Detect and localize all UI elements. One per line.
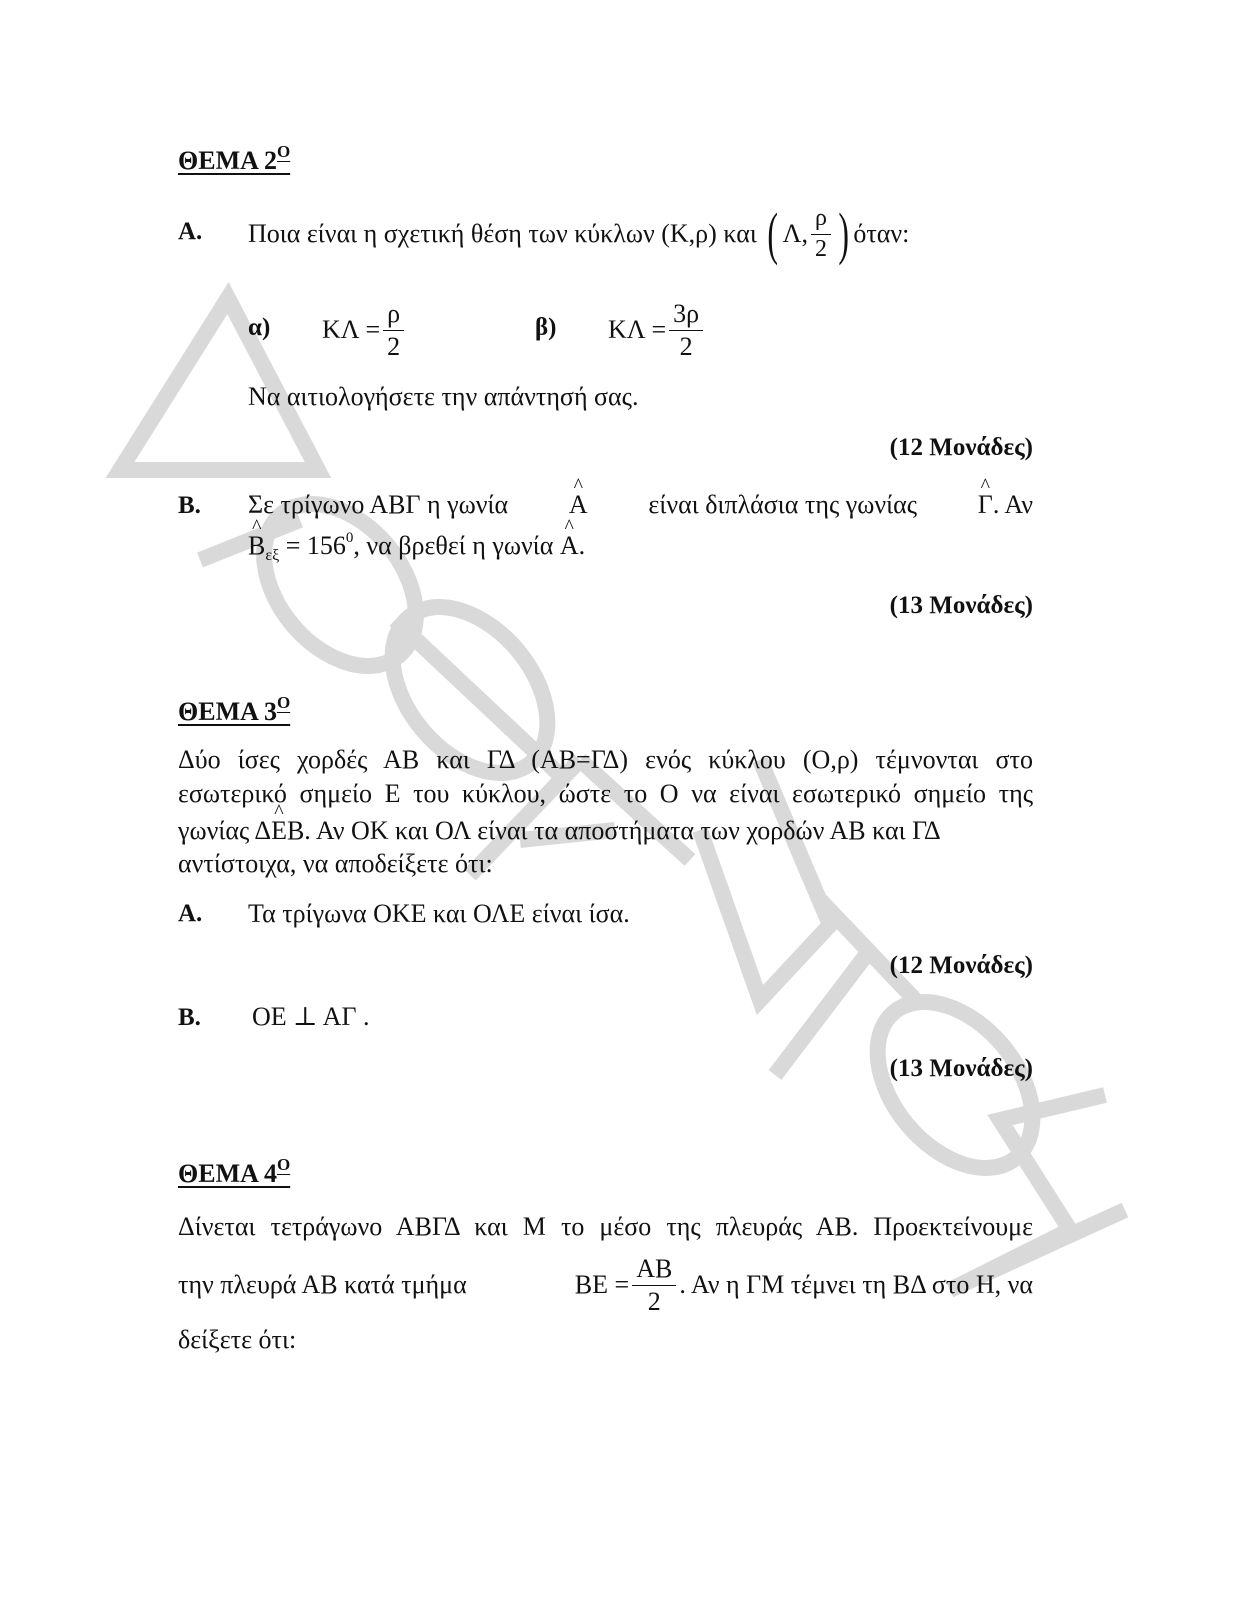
theme3-a-points: (12 Μονάδες) — [889, 952, 1033, 979]
option-a-label: α) — [248, 314, 271, 341]
theme2-a-question — [248, 198, 909, 270]
theme3-paragraph-line4: αντίστοιχα, να αποδείξετε ότι: — [178, 849, 493, 878]
theme3-paragraph-line2: εσωτερικό σημείο Ε του κύκλου, ώστε το Ο να είναι εσωτερικό σημείο της — [178, 779, 1033, 808]
theme4-equation — [575, 1255, 1033, 1315]
theme2-b-line1-part3: . Αν — [992, 490, 1033, 519]
fraction-numerator: ρ — [811, 206, 831, 234]
theme2-a-label: Α. — [178, 218, 203, 245]
angle-b-subscript: εξ — [265, 547, 280, 564]
option-a-equation — [322, 296, 407, 364]
theme3-b-text: ΟΕ ⊥ ΑΓ . — [252, 1002, 370, 1031]
theme4-heading-text: ΘΕΜΑ 4 — [178, 1159, 277, 1188]
circle-lambda-prefix: Λ, — [782, 219, 809, 248]
angle-b-hat: ^ Β — [248, 531, 265, 561]
watermark-letter-tau — [775, 900, 920, 1075]
option-b-equation — [608, 296, 706, 364]
theme3-line3-pre: γωνίας Δ — [178, 816, 272, 845]
theme2-b-line2 — [248, 530, 585, 565]
theme2-a-question-text: Ποια είναι η σχετική θέση των κύκλων — [248, 219, 655, 248]
theme2-b-label: Β. — [178, 492, 201, 519]
paren-left: ( — [767, 201, 779, 266]
paren-right: ) — [838, 201, 849, 266]
theme4-line1: Δίνεται τετράγωνο ΑΒΓΔ και Μ το μέσο της πλευράς ΑΒ. Προεκτείνουμε — [178, 1212, 1033, 1241]
fraction-denominator: 2 — [815, 235, 827, 262]
theme3-heading-sup: Ο — [276, 693, 291, 712]
theme4-line2-pre: την πλευρά ΑΒ κατά τμήμα — [178, 1270, 467, 1299]
theme4-denominator: 2 — [647, 1286, 661, 1316]
theme3-a-text: Τα τρίγωνα ΟΚΕ και ΟΛΕ είναι ίσα. — [248, 899, 630, 928]
theme4-line2 — [178, 1250, 1033, 1320]
theme2-heading-sup: Ο — [276, 142, 291, 161]
angle-e-hat: ^ Ε — [271, 816, 287, 846]
angle-b-value: = 156 — [285, 531, 346, 560]
angle-a-hat: ^ Α — [569, 490, 588, 520]
theme3-paragraph-line1: Δύο ίσες χορδές ΑΒ και ΓΔ (ΑΒ=ΓΔ) ενός κύκλου (Ο,ρ) τέμνονται στο — [178, 745, 1033, 774]
option-b-lhs: ΚΛ = — [608, 315, 667, 344]
theme2-heading-text: ΘΕΜΑ 2 — [178, 146, 277, 175]
theme2-b-line2-end: . — [578, 531, 586, 560]
option-b-fraction — [669, 300, 703, 360]
option-a-denominator: 2 — [387, 331, 401, 361]
option-b-denominator: 2 — [679, 331, 693, 361]
option-a-fraction — [383, 300, 404, 360]
angle-g-hat: ^ Γ — [978, 490, 993, 520]
degree-superscript: 0 — [345, 530, 354, 546]
option-a-lhs: ΚΛ = — [322, 315, 381, 344]
and-word: και — [723, 219, 757, 248]
fraction-rho-over-2 — [811, 206, 831, 261]
theme4-numerator: ΑΒ — [632, 1255, 676, 1285]
theme3-heading-text: ΘΕΜΑ 3 — [178, 697, 277, 726]
theme2-b-line2-text: , να βρεθεί η γωνία — [353, 531, 554, 560]
theme4-heading-sup: Ο — [276, 1155, 291, 1174]
question-ending: όταν: — [853, 219, 910, 248]
circle-k-rho: (Κ,ρ) — [661, 219, 717, 248]
theme2-a-points: (12 Μονάδες) — [889, 434, 1033, 461]
theme4-fraction — [632, 1255, 676, 1315]
theme4-heading — [178, 1155, 290, 1189]
option-b-label: β) — [535, 314, 557, 341]
theme3-line3-post: Β. Αν ΟΚ και ΟΛ είναι τα αποστήματα των χορδών ΑΒ και ΓΔ — [286, 816, 941, 845]
theme3-b-points: (13 Μονάδες) — [889, 1055, 1033, 1082]
angle-a-hat-2: ^ Α — [560, 531, 579, 561]
theme4-line2-post: . Αν η ΓΜ τέμνει τη ΒΔ στο Η, να — [679, 1270, 1033, 1299]
theme3-paragraph-line3 — [178, 816, 1033, 846]
option-a-numerator: ρ — [383, 300, 404, 330]
theme4-eq-lhs: ΒΕ = — [574, 1270, 630, 1299]
theme3-a-label: Α. — [178, 900, 203, 927]
justify-instruction: Να αιτιολογήσετε την απάντησή σας. — [248, 382, 639, 411]
theme4-line3: δείξετε ότι: — [178, 1325, 297, 1354]
theme2-b-line1-part1: Σε τρίγωνο ΑΒΓ η γωνία — [248, 490, 509, 519]
theme3-b-label: Β. — [178, 1004, 201, 1031]
theme2-heading — [178, 142, 290, 176]
theme3-heading — [178, 693, 290, 727]
watermark-letter-omicron-2 — [846, 972, 1063, 1197]
theme2-b-line1 — [248, 490, 1033, 520]
theme2-b-points: (13 Μονάδες) — [889, 592, 1033, 619]
option-b-numerator: 3ρ — [669, 300, 703, 330]
theme2-b-line1-part2: είναι διπλάσια της γωνίας — [648, 490, 918, 519]
